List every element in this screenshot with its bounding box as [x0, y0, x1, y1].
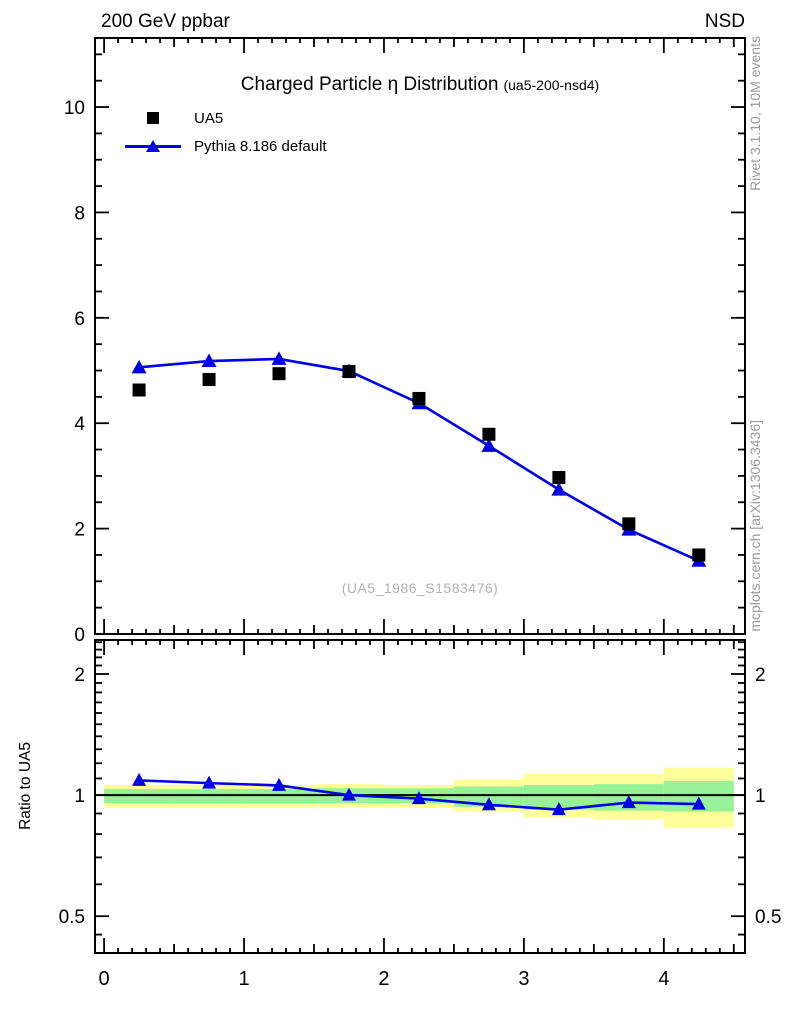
svg-text:2: 2	[755, 665, 766, 687]
legend-item-ua5	[124, 104, 327, 132]
svg-text:10: 10	[63, 98, 85, 120]
legend-label-ua5: UA5	[194, 109, 224, 127]
svg-text:3: 3	[518, 968, 530, 990]
main-mc-line	[139, 359, 699, 561]
axis-tick-labels	[59, 98, 782, 990]
plot-title	[95, 74, 745, 96]
main-mc-markers	[132, 351, 707, 566]
svg-text:6: 6	[74, 308, 85, 330]
svg-text:1: 1	[74, 786, 85, 808]
ratio-axis-title: Ratio to UA5	[17, 742, 34, 830]
svg-text:4: 4	[658, 968, 670, 990]
svg-text:4: 4	[74, 414, 85, 436]
plot-title-text: Charged Particle η Distribution	[240, 74, 499, 95]
analysis-watermark: (UA5_1986_S1583476)	[341, 580, 499, 596]
plot-title-suffix: (ua5-200-nsd4)	[503, 77, 600, 93]
svg-text:0: 0	[98, 968, 110, 990]
svg-text:2: 2	[378, 968, 390, 990]
legend-label-pythia: Pythia 8.186 default	[194, 137, 327, 155]
legend	[124, 104, 327, 160]
main-data-markers	[133, 365, 706, 561]
svg-text:2: 2	[74, 665, 85, 687]
svg-text:2: 2	[74, 519, 85, 541]
legend-item-pythia	[124, 132, 327, 160]
rivet-version-note: Rivet 3.1.10, 10M events	[747, 36, 763, 191]
svg-text:1: 1	[755, 786, 766, 808]
square-marker-icon	[124, 110, 182, 126]
svg-text:8: 8	[74, 203, 85, 225]
svg-text:0.5: 0.5	[755, 907, 782, 929]
mcplots-arxiv-note: mcplots.cern.ch [arXiv:1306.3436]	[747, 420, 763, 632]
svg-text:0: 0	[74, 625, 85, 646]
svg-text:1: 1	[238, 968, 250, 990]
header-beam-energy: 200 GeV ppbar	[101, 11, 230, 32]
triangle-line-marker-icon	[124, 138, 182, 154]
header-event-class: NSD	[704, 11, 745, 32]
svg-text:0.5: 0.5	[58, 907, 85, 929]
